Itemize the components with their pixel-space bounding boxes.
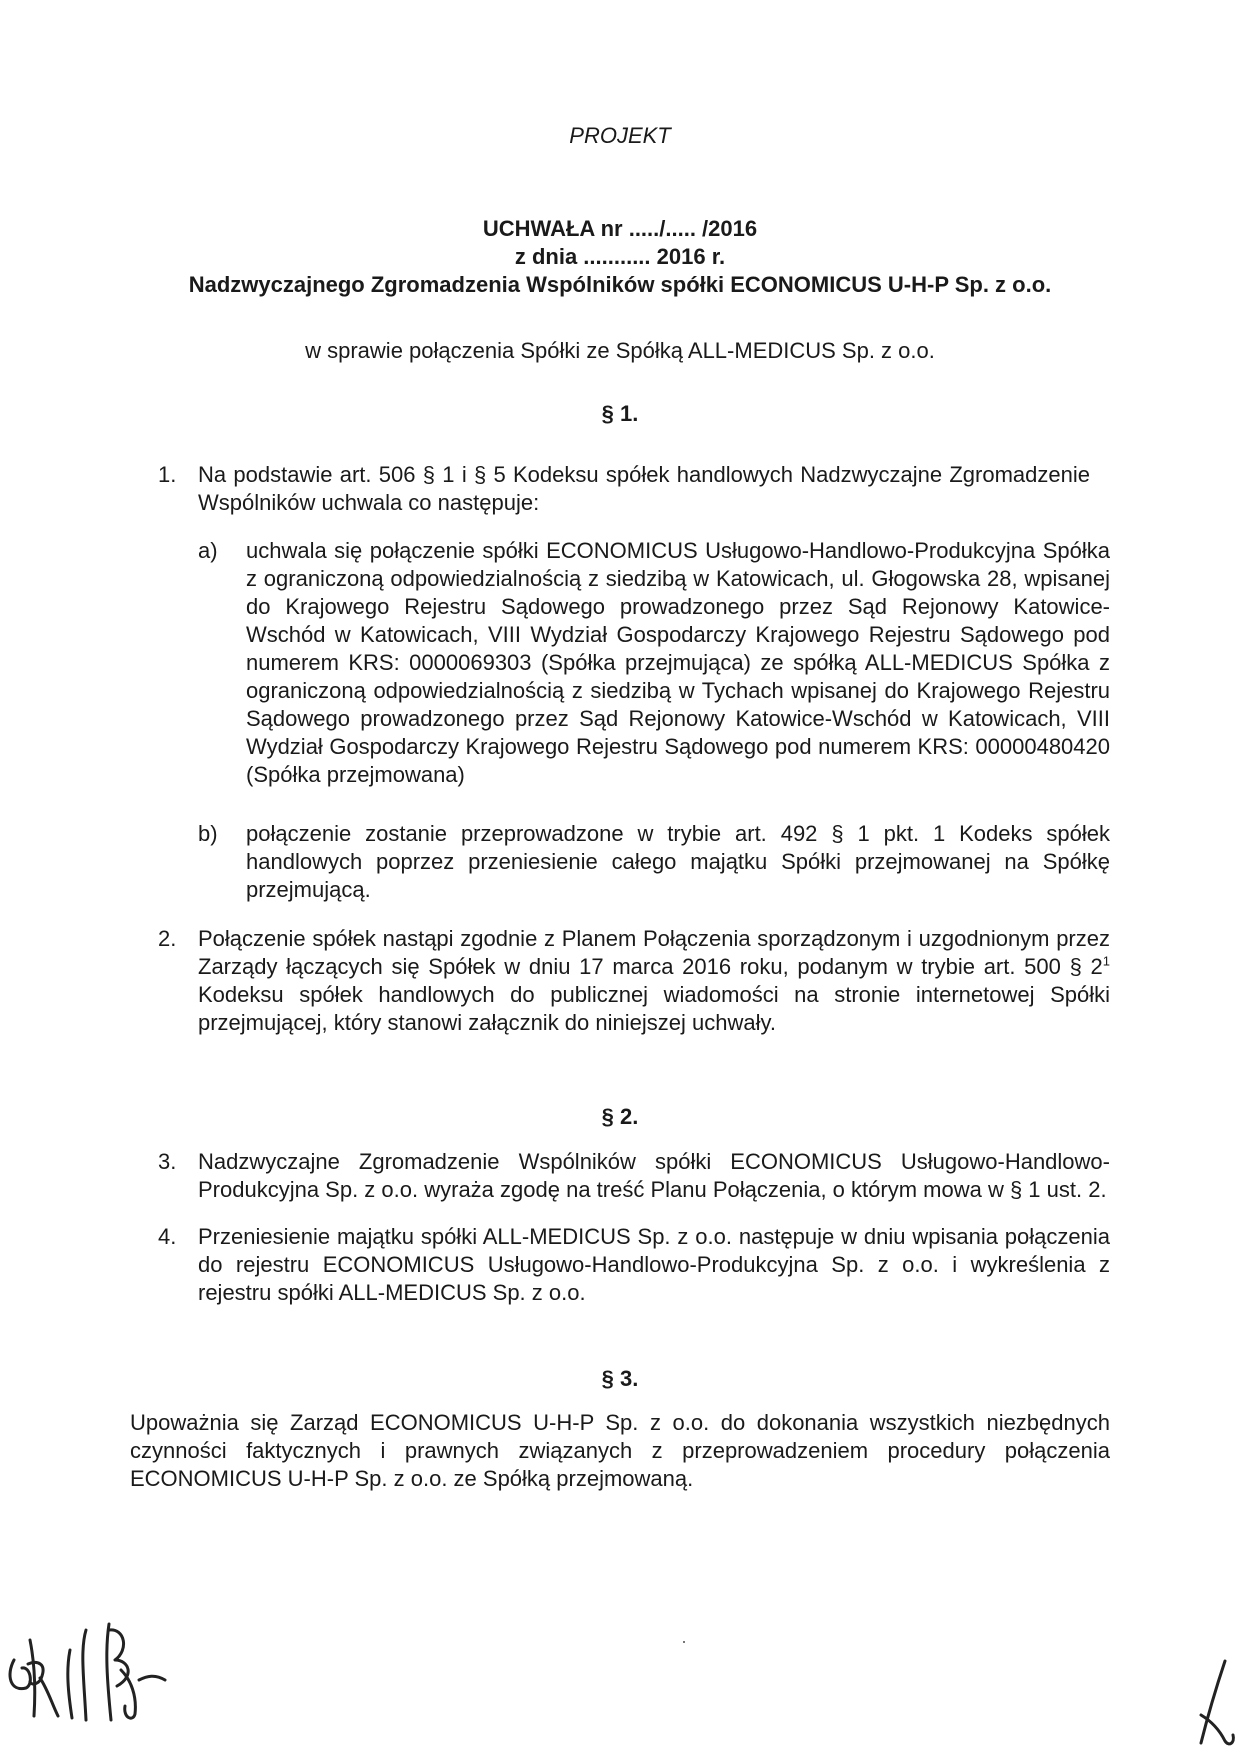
item-1b-line: handlowych poprzez przeniesienie całego majątku Spółki przejmowanej na Spółkę bbox=[246, 849, 1110, 874]
section-3-line: czynności faktycznych i prawnych związanych z przeprowadzeniem procedury połączenia bbox=[130, 1438, 1110, 1463]
item-2-line: Kodeksu spółek handlowych do publicznej wiadomości na stronie internetowej Spółki bbox=[198, 982, 1110, 1007]
item-1a-line: Sądowego prowadzonego przez Sąd Rejonowy Katowice-Wschód w Katowicach, VIII bbox=[246, 706, 1110, 731]
resolution-subject: w sprawie połączenia Spółki ze Spółką ALL-MEDICUS Sp. z o.o. bbox=[305, 338, 935, 363]
draft-label: PROJEKT bbox=[569, 123, 671, 148]
scan-speck bbox=[683, 1641, 685, 1643]
item-1a-line: ograniczoną odpowiedzialnością z siedzibą w Tychach wpisanej do Krajowego Rejestru bbox=[246, 678, 1110, 703]
item-1-line: Na podstawie art. 506 § 1 i § 5 Kodeksu spółek handlowych Nadzwyczajne Zgromadzenie bbox=[198, 462, 1090, 487]
resolution-body: Nadzwyczajnego Zgromadzenia Wspólników spółki ECONOMICUS U-H-P Sp. z o.o. bbox=[188, 272, 1052, 297]
item-4-line: rejestru spółki ALL-MEDICUS Sp. z o.o. bbox=[198, 1280, 586, 1305]
item-1a-line: (Spółka przejmowana) bbox=[246, 762, 465, 787]
item-4-line: Przeniesienie majątku spółki ALL-MEDICUS Sp. z o.o. następuje w dniu wpisania połączenia bbox=[198, 1224, 1110, 1249]
item-1a-line: Wschód w Katowicach, VIII Wydział Gospodarczy Krajowego Rejestru Sądowego pod bbox=[246, 622, 1110, 647]
item-3-line: Nadzwyczajne Zgromadzenie Wspólników spółki ECONOMICUS Usługowo-Handlowo- bbox=[198, 1149, 1110, 1174]
item-1b-line: połączenie zostanie przeprowadzone w trybie art. 492 § 1 pkt. 1 Kodeks spółek bbox=[246, 821, 1110, 846]
resolution-number: UCHWAŁA nr ...../..... /2016 bbox=[482, 216, 758, 241]
handwritten-paraph bbox=[1195, 1655, 1240, 1750]
item-3-line: Produkcyjna Sp. z o.o. wyraża zgodę na treść Planu Połączenia, o którym mowa w § 1 ust. 2. bbox=[198, 1177, 1107, 1202]
item-1-line: Wspólników uchwala co następuje: bbox=[198, 490, 540, 515]
section-3-heading: § 3. bbox=[601, 1366, 639, 1391]
item-1a-line: uchwala się połączenie spółki ECONOMICUS Usługowo-Handlowo-Produkcyjna Spółka bbox=[246, 538, 1110, 563]
item-4-line: do rejestru ECONOMICUS Usługowo-Handlowo-Produkcyjna Sp. z o.o. i wykreślenia z bbox=[198, 1252, 1110, 1277]
item-1a-line: Wydział Gospodarczy Krajowego Rejestru Sądowego pod numerem KRS: 00000480420 bbox=[246, 734, 1110, 759]
item-2-number: 2. bbox=[158, 926, 177, 951]
section-3-line: ECONOMICUS U-H-P Sp. z o.o. ze Spółką przejmowaną. bbox=[130, 1466, 694, 1491]
item-2-line: Zarządy łączących się Spółek w dniu 17 marca 2016 roku, podanym w trybie art. 500 § $2^1$ bbox=[198, 953, 1110, 979]
section-3-line: Upoważnia się Zarząd ECONOMICUS U-H-P Sp. z o.o. do dokonania wszystkich niezbędnych bbox=[130, 1410, 1110, 1435]
item-1a-letter: a) bbox=[198, 538, 218, 563]
item-1a-line: z ograniczoną odpowiedzialnością z siedzibą w Katowicach, ul. Głogowska 28, wpisanej bbox=[246, 566, 1110, 591]
item-1a-line: numerem KRS: 0000069303 (Spółka przejmująca) ze spółką ALL-MEDICUS Spółka z bbox=[246, 650, 1110, 675]
item-1-number: 1. bbox=[158, 462, 177, 487]
item-1b-letter: b) bbox=[198, 821, 218, 846]
item-1b-line: przejmującą. bbox=[246, 877, 371, 902]
handwritten-signature-second bbox=[95, 1610, 185, 1730]
resolution-date: z dnia ........... 2016 r. bbox=[514, 244, 726, 269]
item-4-number: 4. bbox=[158, 1224, 177, 1249]
section-1-heading: § 1. bbox=[601, 401, 639, 426]
item-2-line: Połączenie spółek nastąpi zgodnie z Planem Połączenia sporządzonym i uzgodnionym przez bbox=[198, 926, 1110, 951]
item-2-line: przejmującej, który stanowi załącznik do niniejszej uchwały. bbox=[198, 1010, 776, 1035]
item-1a-line: do Krajowego Rejestru Sądowego prowadzonego przez Sąd Rejonowy Katowice- bbox=[246, 594, 1110, 619]
item-3-number: 3. bbox=[158, 1149, 177, 1174]
section-2-heading: § 2. bbox=[601, 1104, 639, 1129]
